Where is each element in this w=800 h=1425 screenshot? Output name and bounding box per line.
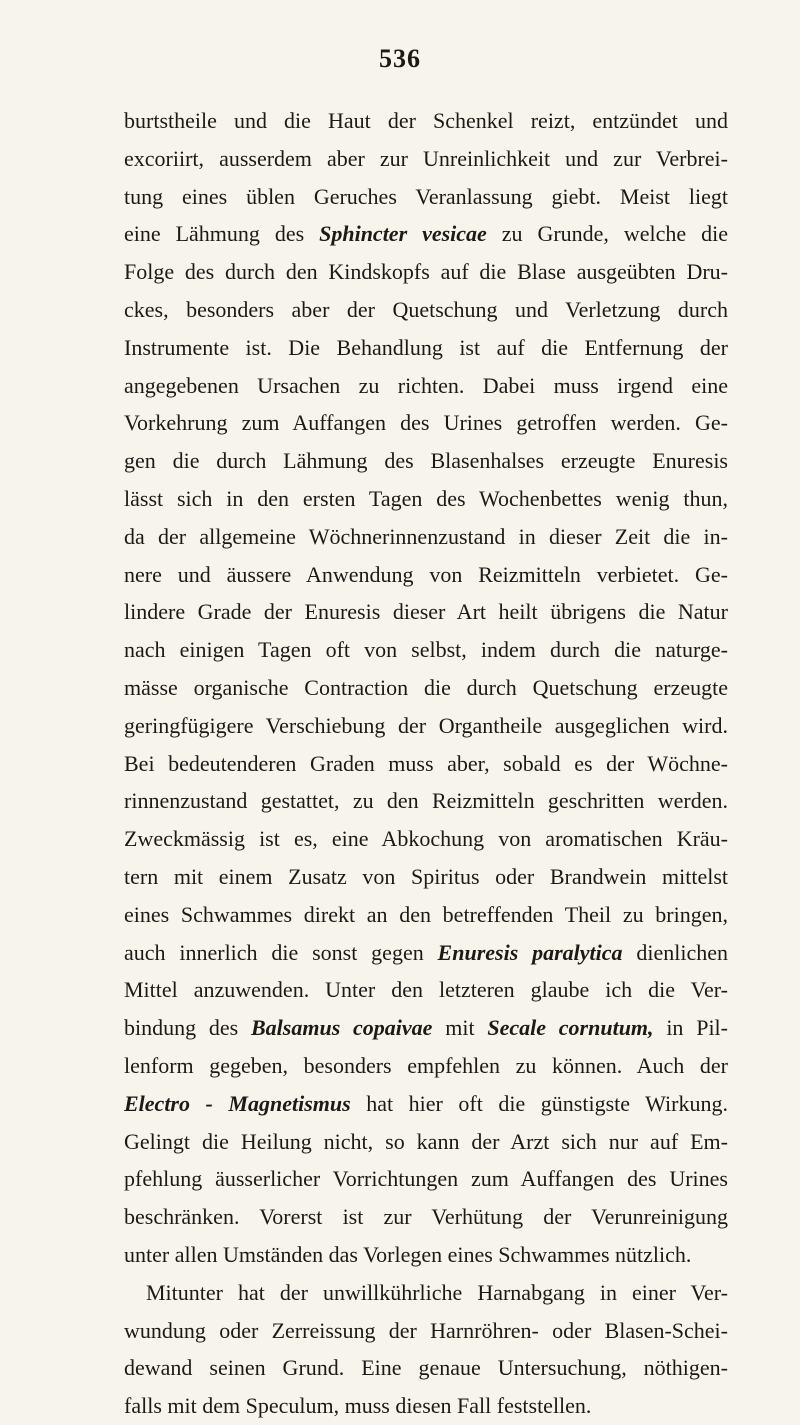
text-line — [124, 707, 728, 745]
text-line — [124, 1047, 728, 1085]
text-line — [124, 593, 728, 631]
text-run: rinnenzustand gestattet, zu den Reizmitteln geschritten werden. — [124, 788, 728, 814]
text-line — [124, 102, 728, 140]
text-run: mässe organische Contraction die durch Quetschung erzeugte — [124, 674, 728, 700]
text-run: mit — [432, 1015, 488, 1041]
text-line — [124, 404, 728, 442]
text-line — [124, 480, 728, 518]
text-line — [124, 140, 728, 178]
text-line — [124, 518, 728, 556]
text-run: pfehlung äusserlicher Vorrichtungen zum Auffangen des Urines — [124, 1166, 728, 1192]
text-run: tern mit einem Zusatz von Spiritus oder Brandwein mittelst — [124, 863, 728, 889]
italic-term: Sphincter vesicae — [319, 221, 487, 247]
text-line — [124, 1387, 728, 1425]
text-run: angegebenen Ursachen zu richten. Dabei muss irgend eine — [124, 372, 728, 398]
text-run: falls mit dem Speculum, muss diesen Fall feststellen. — [124, 1393, 592, 1419]
italic-term: Secale cornutum, — [487, 1015, 654, 1041]
text-line — [124, 1009, 728, 1047]
text-run: lässt sich in den ersten Tagen des Wochenbettes wenig thun, — [124, 485, 728, 511]
text-line — [124, 669, 728, 707]
text-line — [124, 631, 728, 669]
text-run: Mitunter hat der unwillkührliche Harnabgang in einer Ver- — [146, 1279, 728, 1305]
text-line — [124, 1123, 728, 1161]
show-through-from-reverse-page — [190, 1354, 710, 1372]
text-run: eines Schwammes direkt an den betreffenden Theil zu bringen, — [124, 901, 728, 927]
text-run: unter allen Umständen das Vorlegen eines Schwammes nützlich. — [124, 1241, 692, 1267]
text-line — [124, 1236, 728, 1274]
italic-term: Balsamus copaivae — [251, 1015, 433, 1041]
text-run: Mittel anzuwenden. Unter den letzteren glaube ich die Ver- — [124, 977, 728, 1003]
italic-term: Electro - Magnetismus — [124, 1090, 351, 1116]
text-run: da der allgemeine Wöchnerinnenzustand in dieser Zeit die in- — [124, 523, 728, 549]
text-run: eine Lähmung des — [124, 221, 320, 247]
text-run: lenform gegeben, besonders empfehlen zu können. Auch der — [124, 1052, 728, 1078]
text-run: geringfügigere Verschiebung der Organtheile ausgeglichen wird. — [124, 712, 728, 738]
text-run: zu Grunde, welche die — [486, 221, 728, 247]
text-line — [124, 556, 728, 594]
text-line — [124, 253, 728, 291]
text-line — [124, 1160, 728, 1198]
text-run: ckes, besonders aber der Quetschung und Verletzung durch — [124, 296, 728, 322]
text-line — [124, 442, 728, 480]
text-line — [124, 782, 728, 820]
text-line — [124, 178, 728, 216]
text-line — [124, 1085, 728, 1123]
text-line — [124, 329, 728, 367]
text-run: burtstheile und die Haut der Schenkel reizt, entzündet und — [124, 108, 728, 133]
text-line — [124, 971, 728, 1009]
text-line — [124, 1312, 728, 1350]
text-line — [124, 896, 728, 934]
page-number: 536 — [379, 44, 421, 73]
text-run: nach einigen Tagen oft von selbst, indem durch die naturge- — [124, 637, 728, 663]
text-run: gen die durch Lähmung des Blasenhalses erzeugte Enuresis — [124, 448, 728, 474]
text-line — [124, 820, 728, 858]
text-run: Bei bedeutenderen Graden muss aber, sobald es der Wöchne- — [124, 750, 728, 776]
text-line — [124, 215, 728, 253]
text-run: Zweckmässig ist es, eine Abkochung von aromatischen Kräu- — [124, 826, 728, 852]
text-run: wundung oder Zerreissung der Harnröhren- oder Blasen-Schei- — [124, 1317, 728, 1343]
text-run: beschränken. Vorerst ist zur Verhütung der Verunreinigung — [124, 1204, 728, 1230]
text-run: Gelingt die Heilung nicht, so kann der Arzt sich nur auf Em- — [124, 1128, 728, 1154]
text-run: Folge des durch den Kindskopfs auf die Blase ausgeübten Dru- — [124, 259, 728, 285]
italic-term: Enuresis paralytica — [437, 939, 623, 965]
text-run: dewand seinen Grund. Eine genaue Untersuchung, nöthigen- — [124, 1355, 728, 1381]
text-line — [124, 745, 728, 783]
text-line — [124, 1198, 728, 1236]
text-run: nere und äussere Anwendung von Reizmitteln verbietet. Ge- — [124, 561, 728, 587]
text-line — [124, 934, 728, 972]
text-run: Vorkehrung zum Auffangen des Urines getroffen werden. Ge- — [124, 410, 728, 436]
text-run: tung eines üblen Geruches Veranlassung giebt. Meist liegt — [124, 183, 728, 209]
text-run: auch innerlich die sonst gegen — [124, 939, 438, 965]
text-run: lindere Grade der Enuresis dieser Art heilt übrigens die Natur — [124, 599, 728, 625]
text-line — [124, 367, 728, 405]
text-run: excoriirt, ausserdem aber zur Unreinlichkeit und zur Verbrei- — [124, 145, 728, 171]
text-line — [124, 858, 728, 896]
text-line — [124, 1274, 728, 1312]
body-text — [124, 102, 728, 1425]
text-line — [124, 291, 728, 329]
text-run: Instrumente ist. Die Behandlung ist auf die Entfernung der — [124, 334, 728, 360]
text-run: in Pil- — [653, 1015, 728, 1041]
text-run: dienlichen — [622, 939, 728, 965]
text-run: bindung des — [124, 1015, 251, 1041]
text-run: hat hier oft die günstigste Wirkung. — [350, 1090, 728, 1116]
